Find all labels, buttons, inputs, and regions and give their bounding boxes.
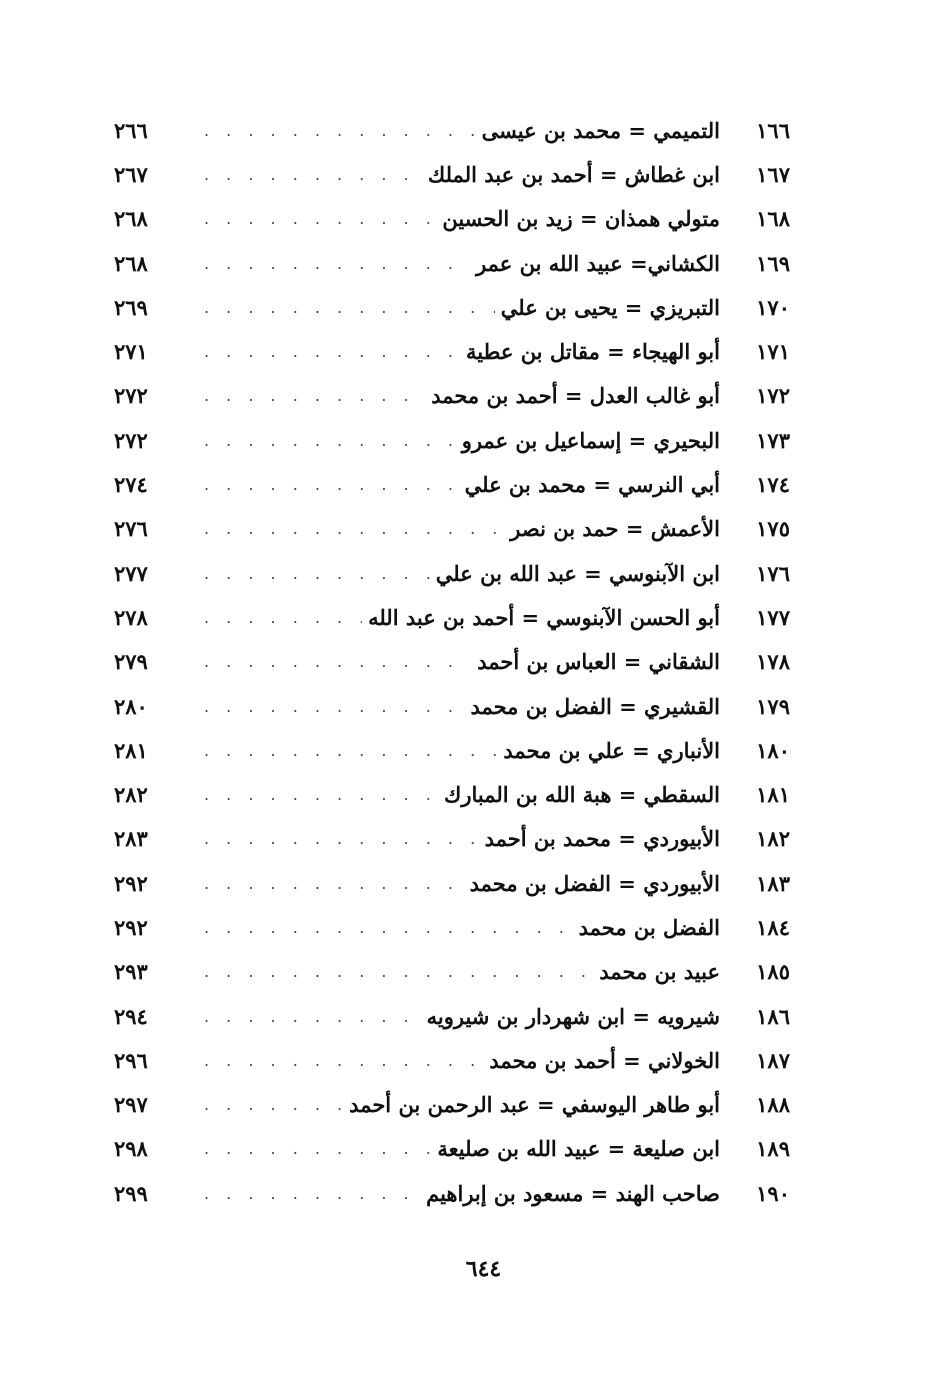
dot-leader [204,475,459,494]
entry-page-number: ٢٩٢ [114,870,148,896]
entry-title: الفضل بن محمد [578,914,720,940]
entry-number: ١٧٥ [756,516,790,542]
entry-page-number: ٢٩٣ [114,959,148,985]
entry-number: ١٧٢ [756,383,790,409]
toc-row [100,418,790,462]
entry-page-number: ٢٦٩ [114,294,148,320]
entry-page-number: ٢٩٤ [114,1003,148,1029]
entry-page-number: ٢٦٧ [114,161,148,187]
toc-row [100,108,790,152]
toc-row [100,374,790,418]
toc-row [100,152,790,196]
dot-leader [204,1007,421,1026]
toc-row [100,1171,790,1215]
entry-number: ١٨١ [756,782,790,808]
dot-leader [204,1184,420,1203]
entry-number: ١٧٩ [756,693,790,719]
entry-page-number: ٢٩٨ [114,1136,148,1162]
entry-number: ١٨٣ [756,870,790,896]
toc-row [100,994,790,1038]
entry-title: الكشاني= عبيد الله بن عمر [476,250,720,276]
entry-title: ابن الآبنوسي = عبد الله بن علي [435,560,720,586]
entry-number: ١٦٩ [756,250,790,276]
toc-row [100,684,790,728]
dot-leader [204,564,430,583]
entry-title: التميمي = محمد بن عيسى [481,117,720,143]
entry-page-number: ٢٧٢ [114,427,148,453]
entry-number: ١٨٧ [756,1047,790,1073]
entry-page-number: ٢٧٤ [114,472,148,498]
entry-title: متولي همذان = زيد بن الحسين [442,206,720,232]
entry-number: ١٨٠ [756,737,790,763]
entry-number: ١٨٩ [756,1136,790,1162]
entry-page-number: ٢٦٨ [114,206,148,232]
entry-number: ١٦٧ [756,161,790,187]
entry-page-number: ٢٦٦ [114,117,148,143]
entry-title: عبيد بن محمد [599,959,720,985]
entry-page-number: ٢٧٢ [114,383,148,409]
entry-title: السقطي = هبة الله بن المبارك [444,782,720,808]
toc-row [100,1127,790,1171]
entry-page-number: ٢٧١ [114,339,148,365]
entry-title: الأنباري = علي بن محمد [503,737,720,763]
entry-page-number: ٢٩٢ [114,914,148,940]
entry-page-number: ٢٩٩ [114,1180,148,1206]
toc-row [100,462,790,506]
entry-title: الخولاني = أحمد بن محمد [489,1047,720,1073]
dot-leader [204,519,504,538]
toc-row [100,329,790,373]
entry-title: شيرويه = ابن شهردار بن شيرويه [426,1003,720,1029]
table-of-contents [100,108,790,1215]
entry-page-number: ٢٨٣ [114,826,148,852]
entry-title: التبريزي = يحيى بن علي [500,294,720,320]
entry-number: ١٧١ [756,339,790,365]
entry-number: ١٨٢ [756,826,790,852]
dot-leader [204,1095,343,1114]
entry-number: ١٧٠ [756,294,790,320]
toc-row [100,1038,790,1082]
dot-leader [204,121,476,140]
entry-page-number: ٢٧٦ [114,516,148,542]
dot-leader [204,342,460,361]
entry-number: ١٧٦ [756,560,790,586]
dot-leader [204,431,456,450]
toc-row [100,728,790,772]
toc-row [100,905,790,949]
dot-leader [204,874,464,893]
toc-row [100,1083,790,1127]
toc-row [100,772,790,816]
toc-row [100,817,790,861]
entry-title: أبي النرسي = محمد بن علي [464,472,720,498]
toc-row [100,197,790,241]
toc-row [100,285,790,329]
dot-leader [204,741,497,760]
dot-leader [204,298,495,317]
dot-leader [204,962,593,981]
entry-number: ١٧٨ [756,649,790,675]
entry-title: أبو غالب العدل = أحمد بن محمد [431,383,720,409]
entry-number: ١٦٦ [756,117,790,143]
entry-title: القشيري = الفضل بن محمد [470,693,720,719]
entry-number: ١٨٥ [756,959,790,985]
dot-leader [204,652,471,671]
entry-number: ١٧٤ [756,472,790,498]
dot-leader [204,209,436,228]
entry-number: ١٦٨ [756,206,790,232]
entry-title: ابن صليعة = عبيد الله بن صليعة [437,1136,720,1162]
toc-row [100,950,790,994]
dot-leader [204,165,422,184]
dot-leader [204,829,479,848]
entry-page-number: ٢٧٩ [114,649,148,675]
toc-row [100,241,790,285]
entry-title: الأعمش = حمد بن نصر [510,516,720,542]
entry-page-number: ٢٨١ [114,737,148,763]
entry-number: ١٧٣ [756,427,790,453]
dot-leader [204,608,362,627]
dot-leader [204,785,438,804]
entry-number: ١٩٠ [756,1180,790,1206]
entry-page-number: ٢٨٢ [114,782,148,808]
dot-leader [204,697,464,716]
entry-title: أبو طاهر اليوسفي = عبد الرحمن بن أحمد [349,1092,720,1118]
toc-row [100,507,790,551]
entry-page-number: ٢٩٧ [114,1092,148,1118]
entry-page-number: ٢٨٠ [114,693,148,719]
entry-title: الشقاني = العباس بن أحمد [477,649,720,675]
entry-title: الأبيوردي = الفضل بن محمد [469,870,720,896]
entry-title: ابن غطاش = أحمد بن عبد الملك [427,161,720,187]
toc-row [100,595,790,639]
dot-leader [204,254,470,273]
entry-title: أبو الهيجاء = مقاتل بن عطية [466,339,720,365]
dot-leader [204,1139,431,1158]
toc-row [100,551,790,595]
entry-page-number: ٢٧٨ [114,604,148,630]
entry-number: ١٧٧ [756,604,790,630]
dot-leader [204,1051,483,1070]
entry-title: الأبيوردي = محمد بن أحمد [484,826,720,852]
entry-page-number: ٢٩٦ [114,1047,148,1073]
entry-title: صاحب الهند = مسعود بن إبراهيم [426,1180,720,1206]
dot-leader [204,386,425,405]
entry-page-number: ٢٦٨ [114,250,148,276]
entry-number: ١٨٦ [756,1003,790,1029]
entry-title: البحيري = إسماعيل بن عمرو [461,427,720,453]
toc-row [100,640,790,684]
dot-leader [204,918,573,937]
entry-number: ١٨٨ [756,1092,790,1118]
entry-page-number: ٢٧٧ [114,560,148,586]
page-number: ٦٤٤ [465,1256,502,1282]
entry-title: أبو الحسن الآبنوسي = أحمد بن عبد الله [368,604,720,630]
toc-row [100,861,790,905]
entry-number: ١٨٤ [756,914,790,940]
